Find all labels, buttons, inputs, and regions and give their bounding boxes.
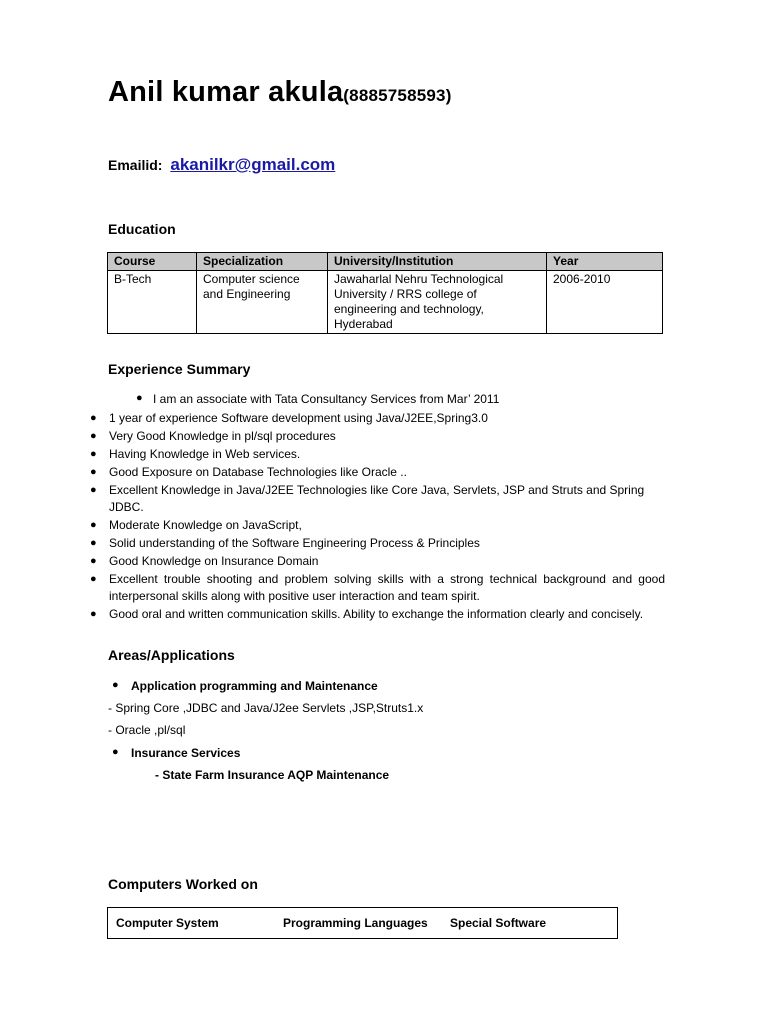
cell-specialization: Computer science and Engineering: [197, 271, 328, 334]
list-item: [90, 553, 665, 570]
cell-course: B-Tech: [108, 271, 197, 334]
list-item: [90, 517, 665, 534]
education-table: [107, 252, 663, 334]
col-university: University/Institution: [328, 253, 547, 271]
bullet-icon: ●: [90, 466, 97, 478]
col-year: Year: [547, 253, 663, 271]
list-item-text: Solid understanding of the Software Engineering Process & Principles: [109, 536, 480, 550]
email-link[interactable]: akanilkr@gmail.com: [170, 155, 336, 174]
col-course: Course: [108, 253, 197, 271]
list-item-text: Having Knowledge in Web services.: [109, 447, 301, 461]
computers-heading: Computers Worked on: [108, 876, 258, 892]
bullet-icon: ●: [90, 537, 97, 549]
list-item: [90, 428, 665, 445]
areas-heading: Areas/Applications: [108, 647, 235, 663]
bullet-icon: ●: [90, 484, 97, 496]
education-header-row: [108, 253, 663, 271]
app-line-1: - Spring Core ,JDBC and Java/J2ee Servlets ,JSP,Struts1.x: [108, 701, 424, 715]
list-item: [90, 410, 665, 427]
app-line-2: - Oracle ,pl/sql: [108, 723, 186, 737]
col-computer-system: Computer System: [116, 916, 219, 930]
education-heading: Education: [108, 221, 176, 237]
list-item-text: Moderate Knowledge on JavaScript,: [109, 518, 302, 532]
list-item-text: Good Knowledge on Insurance Domain: [109, 554, 319, 568]
bullet-icon: ●: [90, 430, 97, 442]
bullet-icon: ●: [90, 555, 97, 567]
app-heading: Application programming and Maintenance: [131, 679, 378, 693]
list-item-text: 1 year of experience Software development using Java/J2EE,Spring3.0: [109, 411, 488, 425]
bullet-icon: ●: [136, 392, 143, 404]
list-item-text: Excellent trouble shooting and problem solving skills with a strong technical background and good interpersonal skills along with positive user interaction and team spirit.: [109, 572, 665, 603]
bullet-icon: ●: [112, 679, 119, 691]
ins-heading: Insurance Services: [131, 746, 241, 760]
candidate-name: [108, 76, 452, 109]
list-item: I am an associate with Tata Consultancy Services from Mar’ 2011: [153, 392, 500, 406]
list-item-text: Good oral and written communication skills. Ability to exchange the information clearly and concisely.: [109, 607, 644, 621]
list-item-text: Good Exposure on Database Technologies like Oracle ..: [109, 465, 407, 479]
name-text: Anil kumar akula: [108, 76, 344, 108]
bullet-icon: ●: [90, 448, 97, 460]
col-programming-languages: Programming Languages: [283, 916, 428, 930]
experience-list: [90, 410, 665, 624]
bullet-icon: ●: [90, 519, 97, 531]
list-item: [90, 464, 665, 481]
col-specialization: Specialization: [197, 253, 328, 271]
bullet-icon: ●: [90, 412, 97, 424]
email-row: [108, 155, 335, 175]
phone-number: (8885758593): [343, 86, 452, 105]
cell-year: 2006-2010: [547, 271, 663, 334]
list-item: [90, 446, 665, 463]
cell-university: Jawaharlal Nehru Technological University / RRS college of engineering and technology, Hyderabad: [328, 271, 547, 334]
email-label: Emailid:: [108, 157, 163, 173]
table-row: [108, 271, 663, 334]
list-item: [90, 571, 665, 605]
bullet-icon: ●: [90, 573, 97, 585]
bullet-icon: ●: [90, 608, 97, 620]
computers-table: [107, 907, 618, 939]
bullet-icon: ●: [112, 746, 119, 758]
list-item-text: Very Good Knowledge in pl/sql procedures: [109, 429, 336, 443]
col-special-software: Special Software: [450, 916, 547, 930]
list-item-text: Excellent Knowledge in Java/J2EE Technologies like Core Java, Servlets, JSP and Struts and Spring JDBC.: [109, 483, 645, 514]
list-item: [90, 482, 665, 516]
list-item: [90, 606, 665, 623]
list-item: [90, 535, 665, 552]
ins-line: - State Farm Insurance AQP Maintenance: [155, 768, 390, 782]
experience-heading: Experience Summary: [108, 361, 251, 377]
